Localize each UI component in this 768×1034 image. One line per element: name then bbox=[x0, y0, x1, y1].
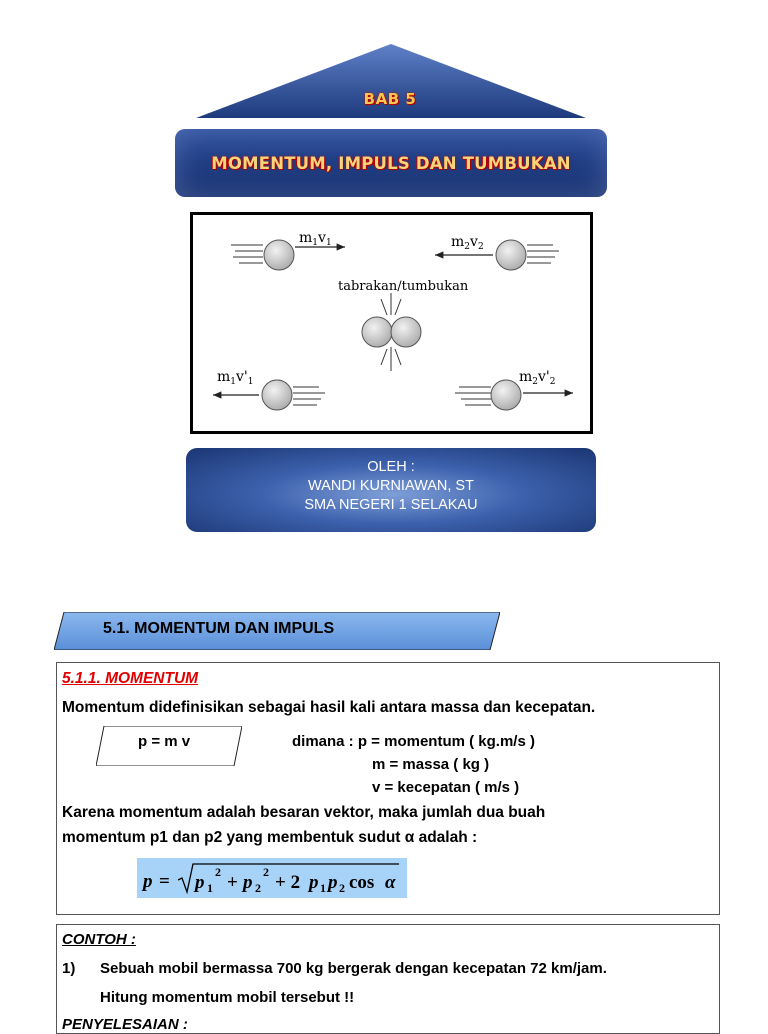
solution-label: PENYELESAIAN : bbox=[62, 1016, 188, 1033]
where-momentum: dimana : p = momentum ( kg.m/s ) bbox=[292, 733, 535, 750]
ball-1-before bbox=[231, 230, 345, 270]
example-question-line-1: Sebuah mobil bermassa 700 kg bergerak dengan kecepatan 72 km/jam. bbox=[100, 960, 607, 977]
svg-text:2: 2 bbox=[339, 881, 345, 895]
svg-text:=: = bbox=[159, 871, 170, 892]
vector-note-line-1: Karena momentum adalah besaran vektor, maka jumlah dua buah bbox=[62, 804, 546, 821]
svg-text:+: + bbox=[227, 872, 238, 893]
ball-1-after bbox=[213, 369, 325, 410]
svg-text:p: p bbox=[309, 872, 319, 893]
svg-text:1: 1 bbox=[207, 881, 213, 895]
author-label: OLEH : bbox=[367, 459, 415, 475]
collision-caption: tabrakan/tumbukan bbox=[338, 279, 469, 294]
title-banner bbox=[175, 129, 607, 197]
author-name: WANDI KURNIAWAN, ST bbox=[308, 478, 474, 494]
svg-text:p: p bbox=[243, 872, 253, 893]
svg-text:p: p bbox=[143, 871, 153, 892]
svg-text:cos: cos bbox=[349, 872, 375, 893]
collision-balls bbox=[362, 293, 421, 371]
momentum-formula: p = m v bbox=[138, 733, 191, 750]
label-m1v1: $m_1v_1$ bbox=[299, 230, 332, 248]
momentum-definition: Momentum didefinisikan sebagai hasil kali antara massa dan kecepatan. bbox=[62, 699, 596, 716]
svg-text:1: 1 bbox=[320, 881, 326, 895]
author-banner bbox=[186, 448, 596, 532]
label-m2v2: $m_2v_2$ bbox=[451, 234, 484, 252]
ball-2-after bbox=[455, 369, 573, 410]
label-m1v1-prime: $m_1v'_1$ bbox=[217, 369, 254, 387]
example-label: CONTOH : bbox=[62, 931, 136, 948]
vector-note-line-2: momentum p1 dan p2 yang membentuk sudut α adalah : bbox=[62, 829, 478, 846]
collision-illustration bbox=[190, 212, 593, 434]
svg-text:p: p bbox=[195, 872, 205, 893]
subsection-title: 5.1.1. MOMENTUM bbox=[62, 670, 199, 687]
svg-text:+ 2: + 2 bbox=[275, 872, 301, 893]
svg-text:2: 2 bbox=[255, 881, 261, 895]
ball-2-before bbox=[435, 234, 559, 270]
example-number: 1) bbox=[62, 960, 76, 977]
collision-diagram bbox=[193, 215, 590, 431]
where-velocity: v = kecepatan ( m/s ) bbox=[372, 779, 520, 796]
svg-text:p: p bbox=[328, 872, 338, 893]
author-school: SMA NEGERI 1 SELAKAU bbox=[304, 497, 478, 513]
resultant-momentum-equation bbox=[137, 858, 407, 898]
svg-text:α: α bbox=[385, 872, 396, 893]
svg-text:2: 2 bbox=[215, 865, 221, 879]
section-title: 5.1. MOMENTUM DAN IMPULS bbox=[103, 620, 335, 637]
page-title: MOMENTUM, IMPULS DAN TUMBUKAN bbox=[211, 153, 571, 173]
equation-graphic bbox=[137, 858, 407, 898]
chapter-label: BAB 5 bbox=[363, 90, 417, 108]
label-m2v2-prime: $m_2v'_2$ bbox=[519, 369, 556, 387]
svg-text:2: 2 bbox=[263, 865, 269, 879]
example-question-line-2: Hitung momentum mobil tersebut !! bbox=[100, 989, 355, 1006]
where-mass: m = massa ( kg ) bbox=[372, 756, 490, 773]
